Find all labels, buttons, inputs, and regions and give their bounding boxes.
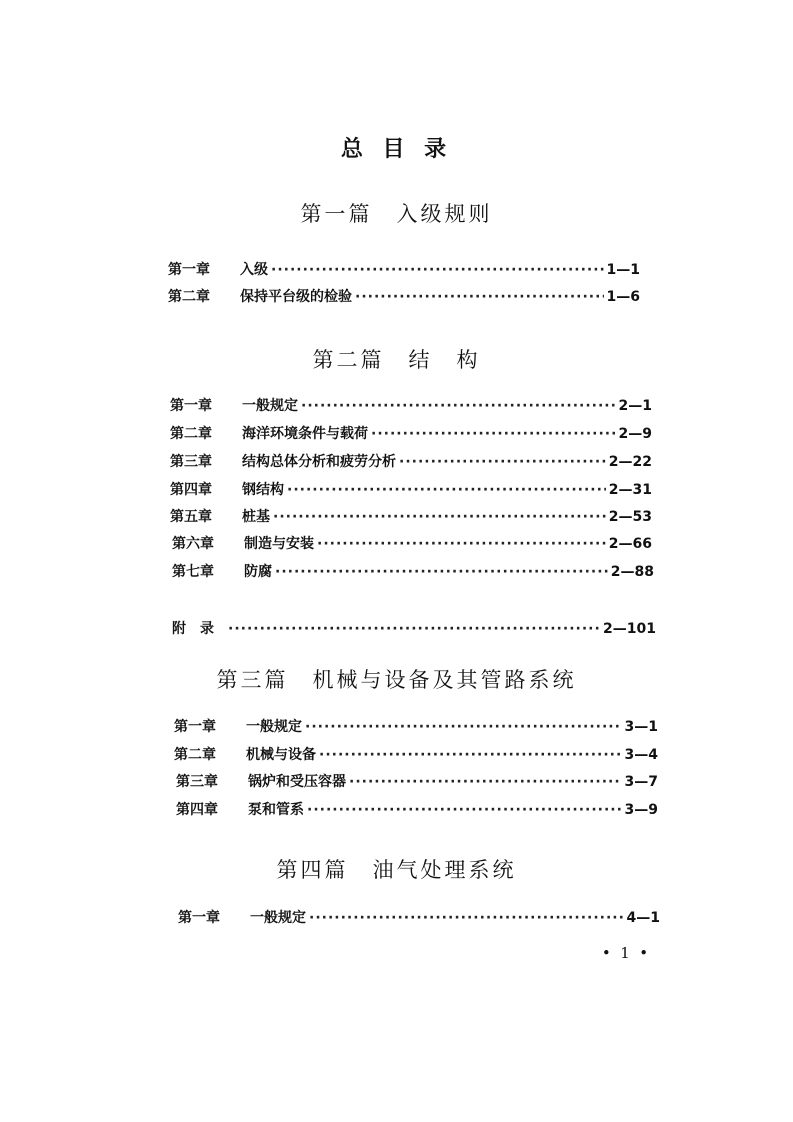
chapter-title: 机械与设备 <box>246 747 316 763</box>
appendix-label: 附 录 <box>172 621 214 637</box>
page-number: 3—9 <box>624 802 658 818</box>
chapter-number: 第二章 <box>174 747 216 763</box>
chapter-number: 第六章 <box>172 536 214 552</box>
chapter-number: 第三章 <box>170 454 212 470</box>
dot-leader <box>399 452 606 472</box>
page-number: 2—1 <box>618 398 652 414</box>
page-number: 2—101 <box>603 621 656 637</box>
page-number: 2—53 <box>608 509 652 525</box>
page-number: 1—6 <box>606 289 640 305</box>
chapter-title: 桩基 <box>242 509 270 525</box>
chapter-title: 防腐 <box>244 564 272 580</box>
toc-entry[interactable] <box>172 562 654 582</box>
chapter-title: 锅炉和受压容器 <box>248 774 346 790</box>
page-title: 总 目 录 <box>340 137 453 162</box>
toc-entry[interactable] <box>170 424 652 444</box>
chapter-number: 第一章 <box>174 719 216 735</box>
chapter-number: 第一章 <box>168 262 210 278</box>
page-number: 2—31 <box>608 482 652 498</box>
chapter-title: 制造与安装 <box>244 536 314 552</box>
toc-entry[interactable] <box>170 480 652 500</box>
chapter-title: 一般规定 <box>242 398 298 414</box>
chapter-number: 第四章 <box>170 482 212 498</box>
dot-leader <box>319 745 622 765</box>
chapter-number: 第二章 <box>168 289 210 305</box>
page-number: 2—66 <box>608 536 652 552</box>
dot-leader <box>287 480 606 500</box>
dot-leader <box>317 534 606 554</box>
toc-entry[interactable] <box>170 396 652 416</box>
toc-entry[interactable] <box>172 534 652 554</box>
chapter-number: 第一章 <box>178 910 220 926</box>
chapter-number: 第一章 <box>170 398 212 414</box>
toc-entry[interactable] <box>176 800 658 820</box>
dot-leader <box>371 424 616 444</box>
chapter-number: 第五章 <box>170 509 212 525</box>
chapter-title: 一般规定 <box>250 910 306 926</box>
toc-entry[interactable] <box>174 717 658 737</box>
page-number: 3—4 <box>624 747 658 763</box>
page-number: 4—1 <box>626 910 660 926</box>
toc-entry[interactable] <box>170 452 652 472</box>
chapter-number: 第二章 <box>170 426 212 442</box>
dot-leader <box>301 396 616 416</box>
chapter-title: 结构总体分析和疲劳分析 <box>242 454 396 470</box>
page-folio: • 1 • <box>601 944 649 962</box>
chapter-title: 钢结构 <box>242 482 284 498</box>
dot-leader <box>275 562 608 582</box>
appendix-entry[interactable] <box>172 619 656 639</box>
toc-entry[interactable] <box>168 260 640 280</box>
dot-leader <box>355 287 604 307</box>
chapter-title: 泵和管系 <box>248 802 304 818</box>
part-1-title: 第一篇 入级规则 <box>300 202 493 226</box>
page-number: 2—88 <box>610 564 654 580</box>
toc-entry[interactable] <box>170 507 652 527</box>
part-2-title: 第二篇 结 构 <box>312 348 481 372</box>
chapter-title: 保持平台级的检验 <box>240 289 352 305</box>
chapter-number: 第三章 <box>176 774 218 790</box>
toc-entry[interactable] <box>178 908 660 928</box>
dot-leader <box>305 717 622 737</box>
part-4-title: 第四篇 油气处理系统 <box>276 858 517 882</box>
part-3-title: 第三篇 机械与设备及其管路系统 <box>216 668 577 692</box>
chapter-title: 海洋环境条件与载荷 <box>242 426 368 442</box>
chapter-number: 第四章 <box>176 802 218 818</box>
toc-entry[interactable] <box>176 772 658 792</box>
chapter-title: 入级 <box>240 262 268 278</box>
toc-entry[interactable] <box>168 287 640 307</box>
chapter-title: 一般规定 <box>246 719 302 735</box>
chapter-number: 第七章 <box>172 564 214 580</box>
dot-leader <box>273 507 606 527</box>
page-number: 3—7 <box>624 774 658 790</box>
toc-entry[interactable] <box>174 745 658 765</box>
page-number: 2—22 <box>608 454 652 470</box>
dot-leader <box>271 260 604 280</box>
page-number: 3—1 <box>624 719 658 735</box>
dot-leader <box>307 800 622 820</box>
dot-leader <box>228 619 600 639</box>
dot-leader <box>349 772 622 792</box>
page-number: 2—9 <box>618 426 652 442</box>
dot-leader <box>309 908 624 928</box>
page-number: 1—1 <box>606 262 640 278</box>
